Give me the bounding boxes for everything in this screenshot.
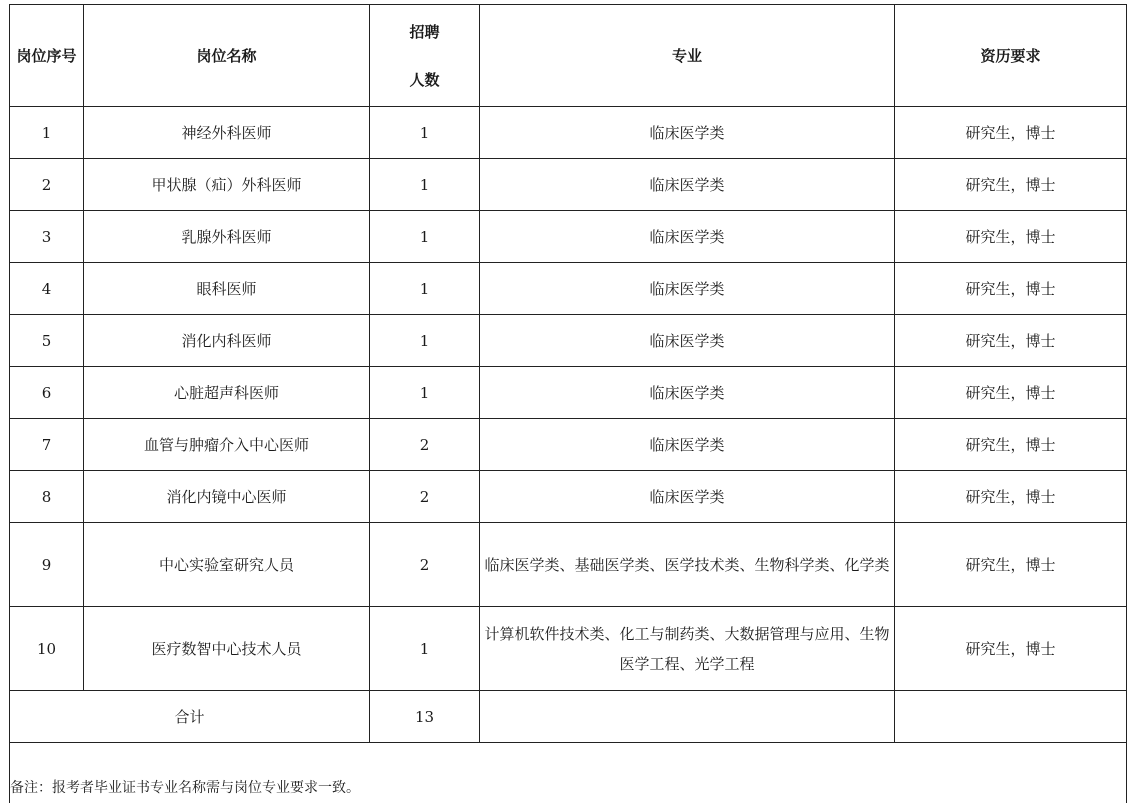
cell-degree: 研究生，博士 bbox=[895, 419, 1127, 471]
cell-position-name: 消化内镜中心医师 bbox=[84, 471, 370, 523]
cell-seq: 5 bbox=[10, 315, 84, 367]
cell-major: 计算机软件技术类、化工与制药类、大数据管理与应用、生物医学工程、光学工程 bbox=[480, 607, 895, 691]
table-row bbox=[10, 471, 1127, 523]
total-label: 合计 bbox=[10, 691, 370, 743]
table-header-row bbox=[10, 5, 1127, 107]
table-row bbox=[10, 315, 1127, 367]
cell-seq: 8 bbox=[10, 471, 84, 523]
header-count bbox=[370, 5, 480, 107]
cell-position-name: 心脏超声科医师 bbox=[84, 367, 370, 419]
header-degree: 资历要求 bbox=[895, 5, 1127, 107]
cell-major: 临床医学类 bbox=[480, 367, 895, 419]
cell-degree: 研究生，博士 bbox=[895, 367, 1127, 419]
cell-count: 1 bbox=[370, 263, 480, 315]
cell-seq: 3 bbox=[10, 211, 84, 263]
cell-position-name: 神经外科医师 bbox=[84, 107, 370, 159]
cell-seq: 1 bbox=[10, 107, 84, 159]
table-row bbox=[10, 263, 1127, 315]
total-degree-empty bbox=[895, 691, 1127, 743]
cell-major: 临床医学类 bbox=[480, 471, 895, 523]
table-row bbox=[10, 211, 1127, 263]
cell-count: 1 bbox=[370, 367, 480, 419]
table-row bbox=[10, 523, 1127, 607]
cell-major: 临床医学类 bbox=[480, 211, 895, 263]
cell-major: 临床医学类 bbox=[480, 107, 895, 159]
cell-position-name: 中心实验室研究人员 bbox=[84, 523, 370, 607]
cell-degree: 研究生，博士 bbox=[895, 315, 1127, 367]
cell-seq: 4 bbox=[10, 263, 84, 315]
header-position-name: 岗位名称 bbox=[84, 5, 370, 107]
table-row bbox=[10, 159, 1127, 211]
cell-position-name: 医疗数智中心技术人员 bbox=[84, 607, 370, 691]
header-major: 专业 bbox=[480, 5, 895, 107]
cell-count: 1 bbox=[370, 107, 480, 159]
cell-count: 2 bbox=[370, 419, 480, 471]
cell-count: 1 bbox=[370, 211, 480, 263]
cell-position-name: 眼科医师 bbox=[84, 263, 370, 315]
cell-degree: 研究生，博士 bbox=[895, 159, 1127, 211]
table-row bbox=[10, 419, 1127, 471]
note-row bbox=[10, 743, 1127, 803]
total-row bbox=[10, 691, 1127, 743]
cell-degree: 研究生，博士 bbox=[895, 607, 1127, 691]
recruitment-table bbox=[9, 4, 1127, 803]
table-row bbox=[10, 607, 1127, 691]
cell-degree: 研究生，博士 bbox=[895, 523, 1127, 607]
cell-degree: 研究生，博士 bbox=[895, 211, 1127, 263]
cell-count: 2 bbox=[370, 523, 480, 607]
cell-degree: 研究生，博士 bbox=[895, 263, 1127, 315]
header-seq: 岗位序号 bbox=[10, 5, 84, 107]
total-count: 13 bbox=[370, 691, 480, 743]
cell-degree: 研究生，博士 bbox=[895, 107, 1127, 159]
cell-seq: 6 bbox=[10, 367, 84, 419]
cell-position-name: 血管与肿瘤介入中心医师 bbox=[84, 419, 370, 471]
cell-major: 临床医学类 bbox=[480, 315, 895, 367]
cell-seq: 7 bbox=[10, 419, 84, 471]
cell-seq: 9 bbox=[10, 523, 84, 607]
cell-major: 临床医学类 bbox=[480, 263, 895, 315]
header-count-line1: 招聘 bbox=[374, 8, 475, 56]
table-note: 备注：报考者毕业证书专业名称需与岗位专业要求一致。 bbox=[10, 743, 1127, 803]
cell-major: 临床医学类 bbox=[480, 159, 895, 211]
cell-count: 2 bbox=[370, 471, 480, 523]
table-row bbox=[10, 367, 1127, 419]
cell-position-name: 消化内科医师 bbox=[84, 315, 370, 367]
cell-count: 1 bbox=[370, 607, 480, 691]
cell-position-name: 甲状腺（疝）外科医师 bbox=[84, 159, 370, 211]
cell-count: 1 bbox=[370, 315, 480, 367]
cell-seq: 10 bbox=[10, 607, 84, 691]
table-row bbox=[10, 107, 1127, 159]
cell-major: 临床医学类、基础医学类、医学技术类、生物科学类、化学类 bbox=[480, 523, 895, 607]
cell-seq: 2 bbox=[10, 159, 84, 211]
total-major-empty bbox=[480, 691, 895, 743]
cell-major: 临床医学类 bbox=[480, 419, 895, 471]
header-count-line2: 人数 bbox=[374, 56, 475, 104]
cell-count: 1 bbox=[370, 159, 480, 211]
cell-position-name: 乳腺外科医师 bbox=[84, 211, 370, 263]
recruitment-table-container bbox=[9, 4, 1126, 803]
cell-degree: 研究生，博士 bbox=[895, 471, 1127, 523]
